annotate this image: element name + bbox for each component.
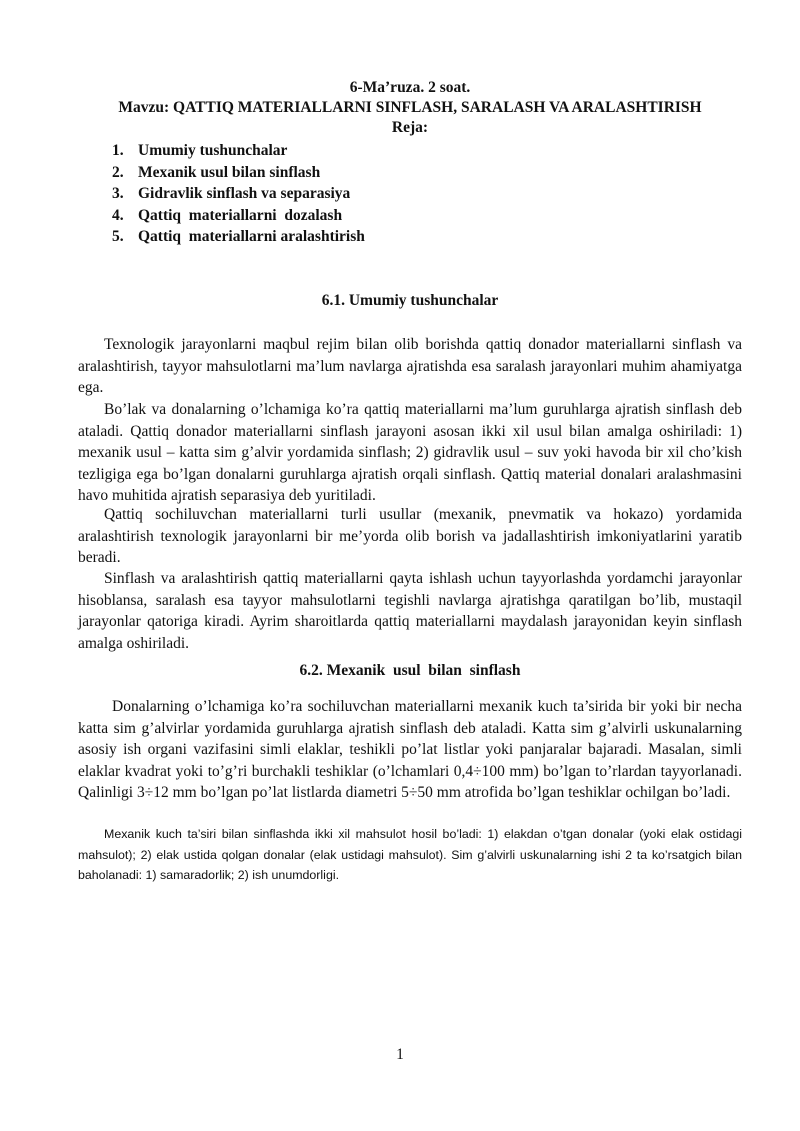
plan-item [112, 162, 365, 184]
plan-item-text: Gidravlik sinflash va separasiya [138, 185, 351, 203]
plan-list [112, 140, 365, 248]
plan-item-number: 2. [112, 163, 124, 181]
lecture-heading: 6-Ma’ruza. 2 soat. [349, 79, 471, 96]
plan-item-number: 5. [112, 228, 124, 246]
page-number: 1 [396, 1046, 404, 1063]
section-1-paragraph: Bo’lak va donalarning o’lchamiga ko’ra qattiq materiallarni ma’lum guruhlarga ajratish sinflash deb ataladi. Qattiq donador materiallarni sinflash jarayoni asosan ikki xil usul bilan amalga oshiriladi: 1) mexanik usul – katta sim g’alvir yordamida sinflash; 2) gidravlik usul – suv yoki havoda bir xil cho’kish tezligiga ega bo’lgan donalarni guruhlarga ajratish orqali sinflash. Qattiq material donalari aralashmasini havo muhitida ajratish separasiya deb yuritiladi. [78, 401, 742, 505]
plan-item-text: Mexanik usul bilan sinflash [138, 163, 321, 181]
plan-item-number: 1. [112, 142, 124, 159]
section-1-paragraph: Qattiq sochiluvchan materiallarni turli usullar (mexanik, pnevmatik va hokazo) yordamida aralashtirish texnologik jarayonlarni bir me’yorda olib borish va jadallashtirish imkoniyatlarini yaratib beradi. [78, 506, 742, 567]
section-2-title: 6.2. Mexanik usul bilan sinflash [299, 662, 521, 679]
plan-heading: Reja: [391, 119, 429, 136]
section-1-title: 6.1. Umumiy tushunchalar [321, 292, 499, 309]
plan-item-text: Umumiy tushunchalar [138, 142, 288, 159]
section-2-paragraph: Donalarning o’lchamiga ko’ra sochiluvchan materiallarni mexanik kuch ta’sirida bir yoki bir necha katta sim g’alvirlar yordamida guruhlarga ajratish sinflash deb ataladi. Katta sim g’alvirli uskunalarning asosiy ish organi vazifasini simli elaklar, teshikli po’lat listlar yoki panjaralar bajaradi. Masalan, simli elaklar kvadrat yoki to’g’ri burchakli teshiklar (o’lchamlari 0,4÷100 mm) bo’lgan to’rlardan tayyorlanadi. Qalinligi 3÷12 mm bo’lgan po’lat listlarda diametri 5÷50 mm atrofida bo’lgan teshiklar ochilgan bo’ladi. [78, 698, 742, 802]
plan-item-number: 3. [112, 185, 124, 203]
topic-heading: Mavzu: QATTIQ MATERIALLARNI SINFLASH, SARALASH VA ARALASHTIRISH [118, 99, 702, 116]
plan-item [112, 205, 365, 227]
section-2-small-paragraph: Mexanik kuch ta’siri bilan sinflashda ikki xil mahsulot hosil bo’ladi: 1) elakdan o’tgan donalar (yoki elak ostidagi mahsulot); 2) elak ustida qolgan donalar (elak ustidagi mahsulot). Sim g’alvirli uskunalarning ishi 2 ta ko’rsatgich bilan baholanadi: 1) samaradorlik; 2) ish unumdorligi. [78, 827, 742, 882]
plan-item-number: 4. [112, 206, 124, 224]
section-1-paragraph: Sinflash va aralashtirish qattiq materiallarni qayta ishlash uchun tayyorlashda yordamchi jarayonlar hisoblansa, saralash esa tayyor mahsulotlarni tegishli navlarga ajratishga qaratilgan bo’lib, mustaqil jarayonlar qatoriga kiradi. Ayrim sharoitlarda qattiq materiallarni maydalash jarayonidan keyin sinflash amalga oshiriladi. [78, 570, 742, 652]
plan-item-text: Qattiq materiallarni dozalash [138, 206, 343, 224]
plan-item [112, 226, 365, 248]
section-1-paragraph: Texnologik jarayonlarni maqbul rejim bilan olib borishda qattiq donador materiallarni sinflash va aralashtirish, tayyor mahsulotlarni ma’lum navlarga ajratishda esa saralash jarayonlari muhim ahamiyatga ega. [78, 336, 742, 397]
plan-item [112, 183, 365, 205]
plan-item-text: Qattiq materiallarni aralashtirish [138, 228, 365, 246]
plan-item [112, 140, 365, 162]
